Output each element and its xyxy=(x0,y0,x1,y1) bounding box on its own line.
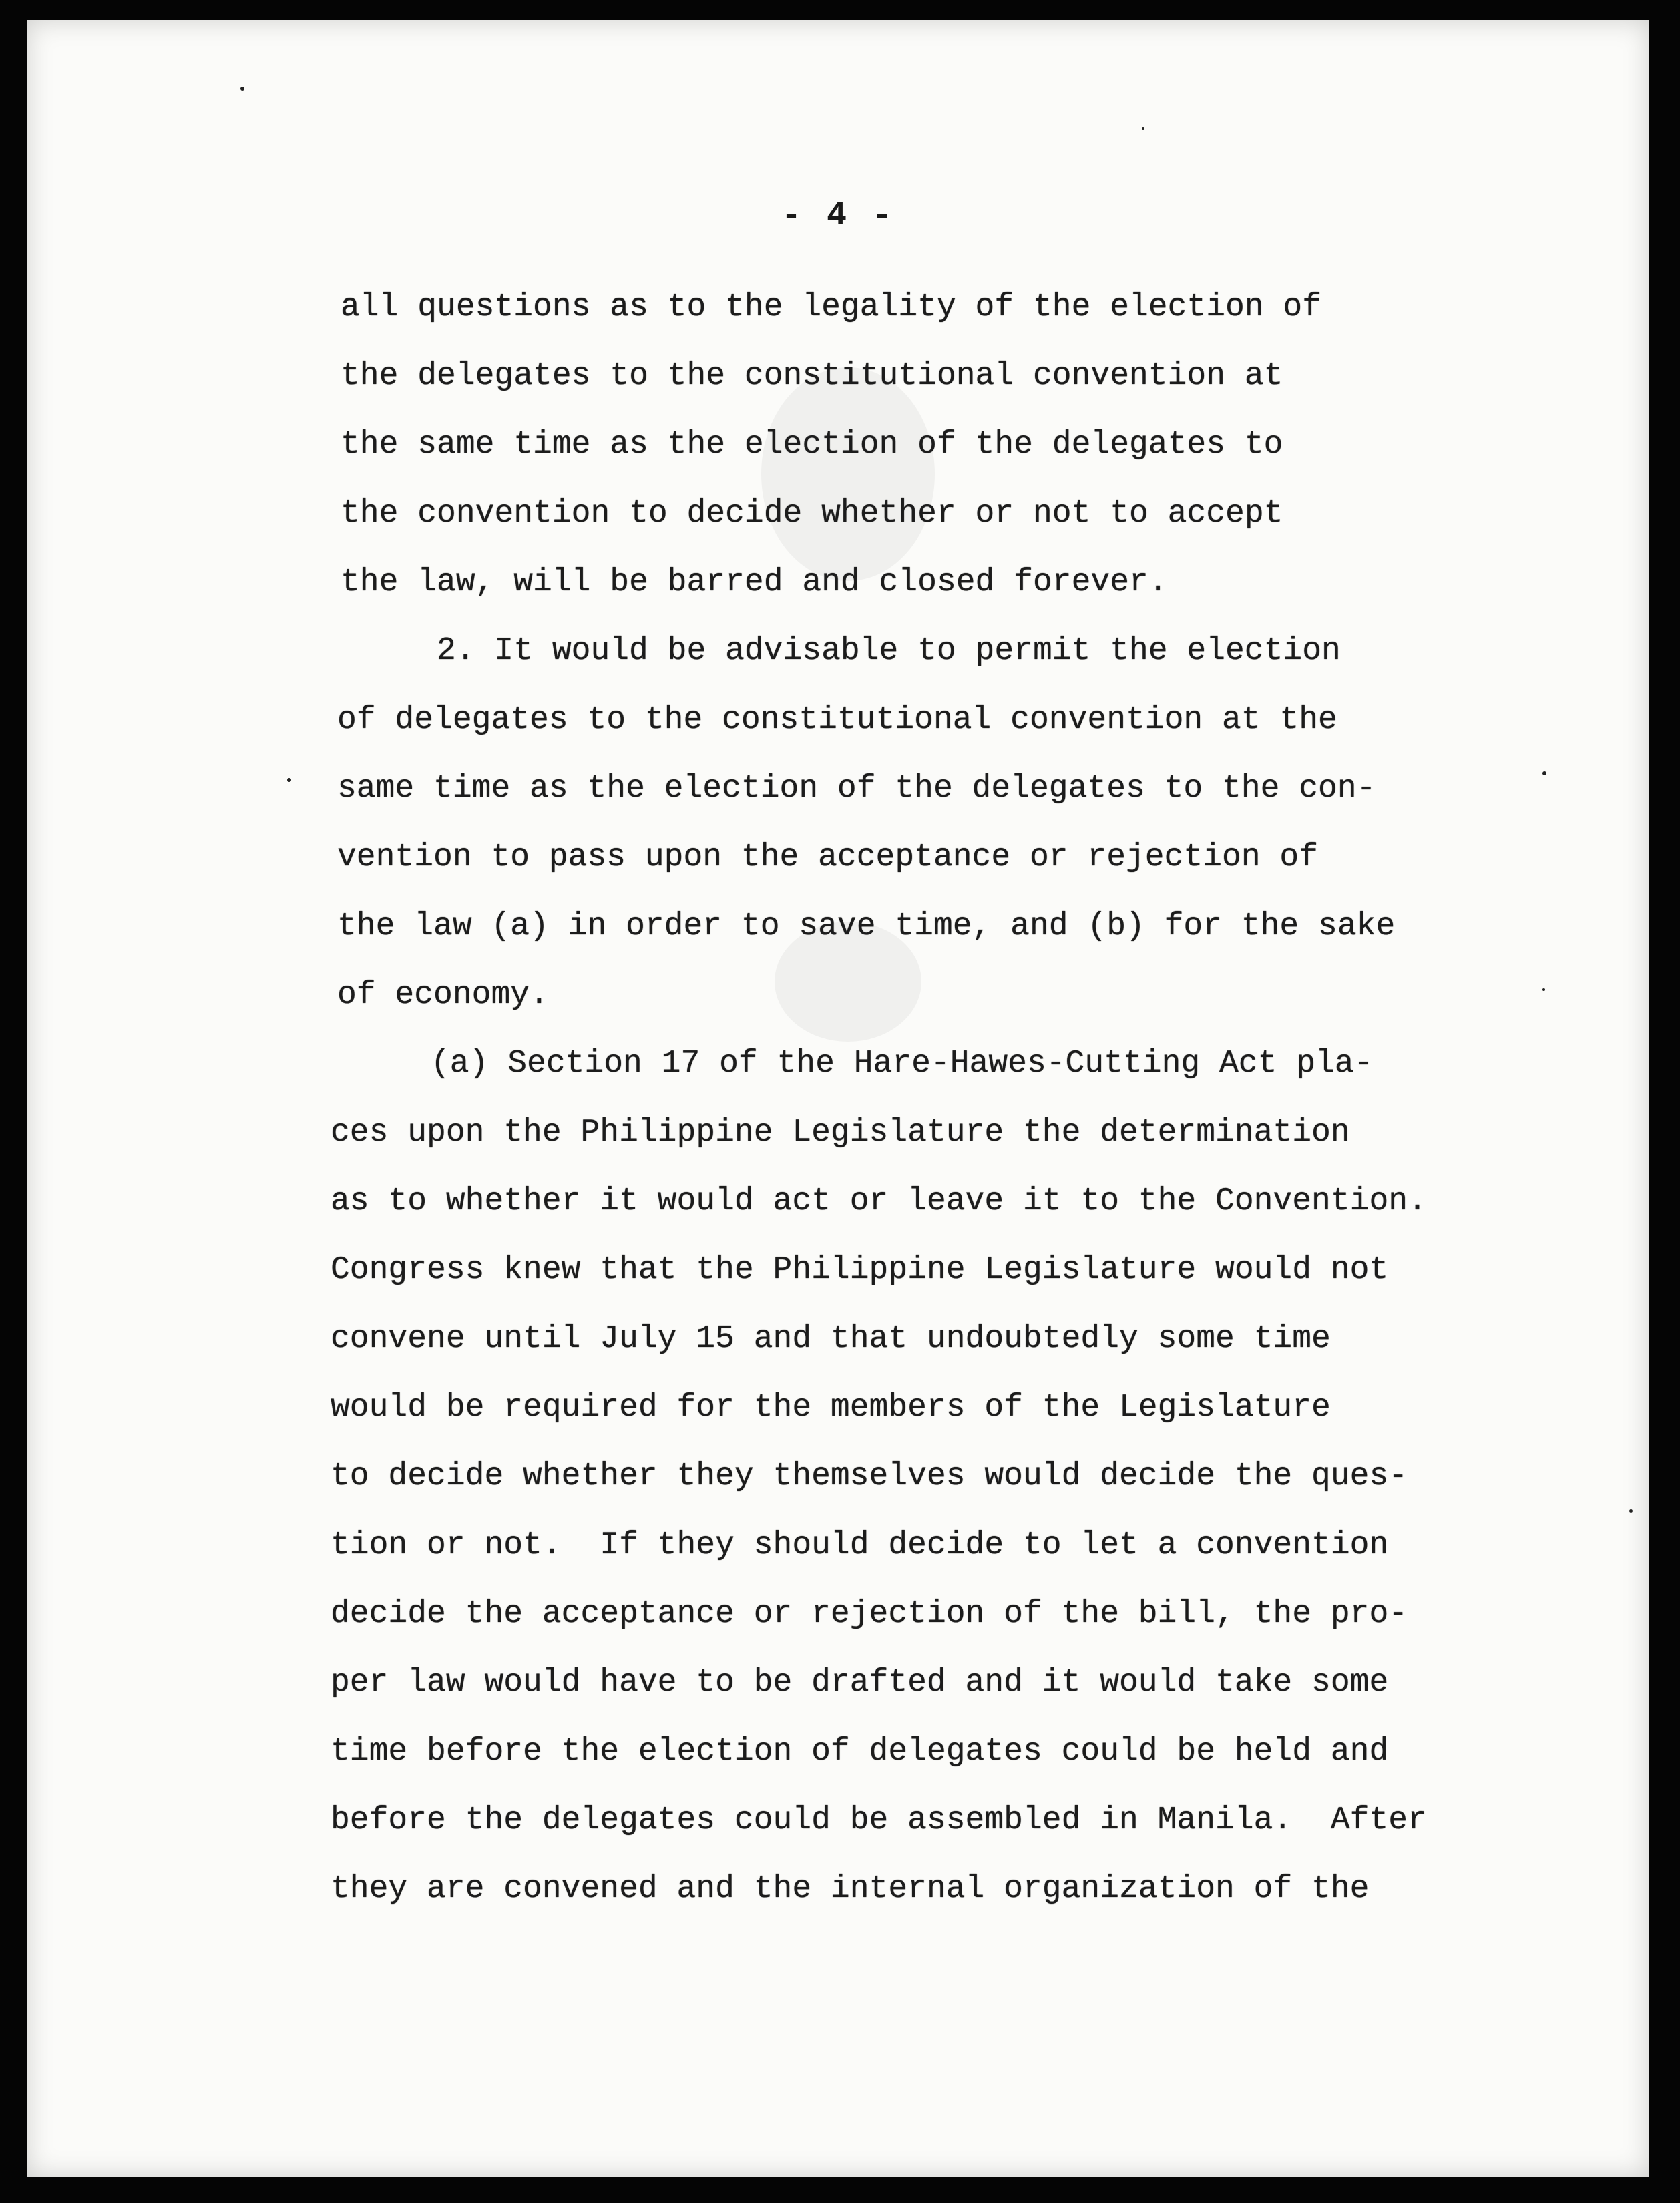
ink-speck xyxy=(1142,127,1144,130)
text-line: Congress knew that the Philippine Legislature would not xyxy=(331,1252,1389,1288)
ink-speck xyxy=(240,87,244,91)
page-number: - 4 - xyxy=(781,197,895,235)
text-line: 2. It would be advisable to permit the election xyxy=(437,633,1341,669)
text-line: vention to pass upon the acceptance or rejection of xyxy=(337,839,1319,875)
document-page xyxy=(27,20,1649,2177)
text-line: convene until July 15 and that undoubtedly some time xyxy=(331,1321,1331,1357)
paper-smudge xyxy=(761,367,935,581)
text-line: the law (a) in order to save time, and (b) for the sake xyxy=(337,908,1396,944)
text-line: (a) Section 17 of the Hare-Hawes-Cutting Act pla- xyxy=(431,1046,1374,1082)
text-line: per law would have to be drafted and it would take some xyxy=(331,1665,1389,1701)
text-line: they are convened and the internal organization of the xyxy=(331,1871,1370,1907)
text-line: decide the acceptance or rejection of the bill, the pro- xyxy=(331,1596,1408,1632)
text-line: the law, will be barred and closed forever. xyxy=(341,564,1168,600)
text-line: the convention to decide whether or not to accept xyxy=(341,495,1283,532)
text-line: the same time as the election of the delegates to xyxy=(341,427,1283,463)
text-line: before the delegates could be assembled in Manila. After xyxy=(331,1802,1427,1838)
text-line: all questions as to the legality of the election of xyxy=(341,289,1322,325)
text-line: of economy. xyxy=(337,977,549,1013)
ink-speck xyxy=(287,778,291,782)
text-line: time before the election of delegates could be held and xyxy=(331,1734,1389,1770)
ink-speck xyxy=(1542,988,1545,991)
text-line: as to whether it would act or leave it to the Convention. xyxy=(331,1183,1427,1219)
text-line: of delegates to the constitutional convention at the xyxy=(337,702,1337,738)
text-line: ces upon the Philippine Legislature the determination xyxy=(331,1115,1350,1151)
ink-speck xyxy=(1629,1509,1633,1513)
text-line: same time as the election of the delegates to the con- xyxy=(337,771,1376,807)
text-line: tion or not. If they should decide to let a convention xyxy=(331,1527,1389,1563)
text-line: would be required for the members of the Legislature xyxy=(331,1390,1331,1426)
text-line: to decide whether they themselves would decide the ques- xyxy=(331,1458,1408,1494)
ink-speck xyxy=(1542,771,1546,775)
text-line: the delegates to the constitutional convention at xyxy=(341,358,1283,394)
